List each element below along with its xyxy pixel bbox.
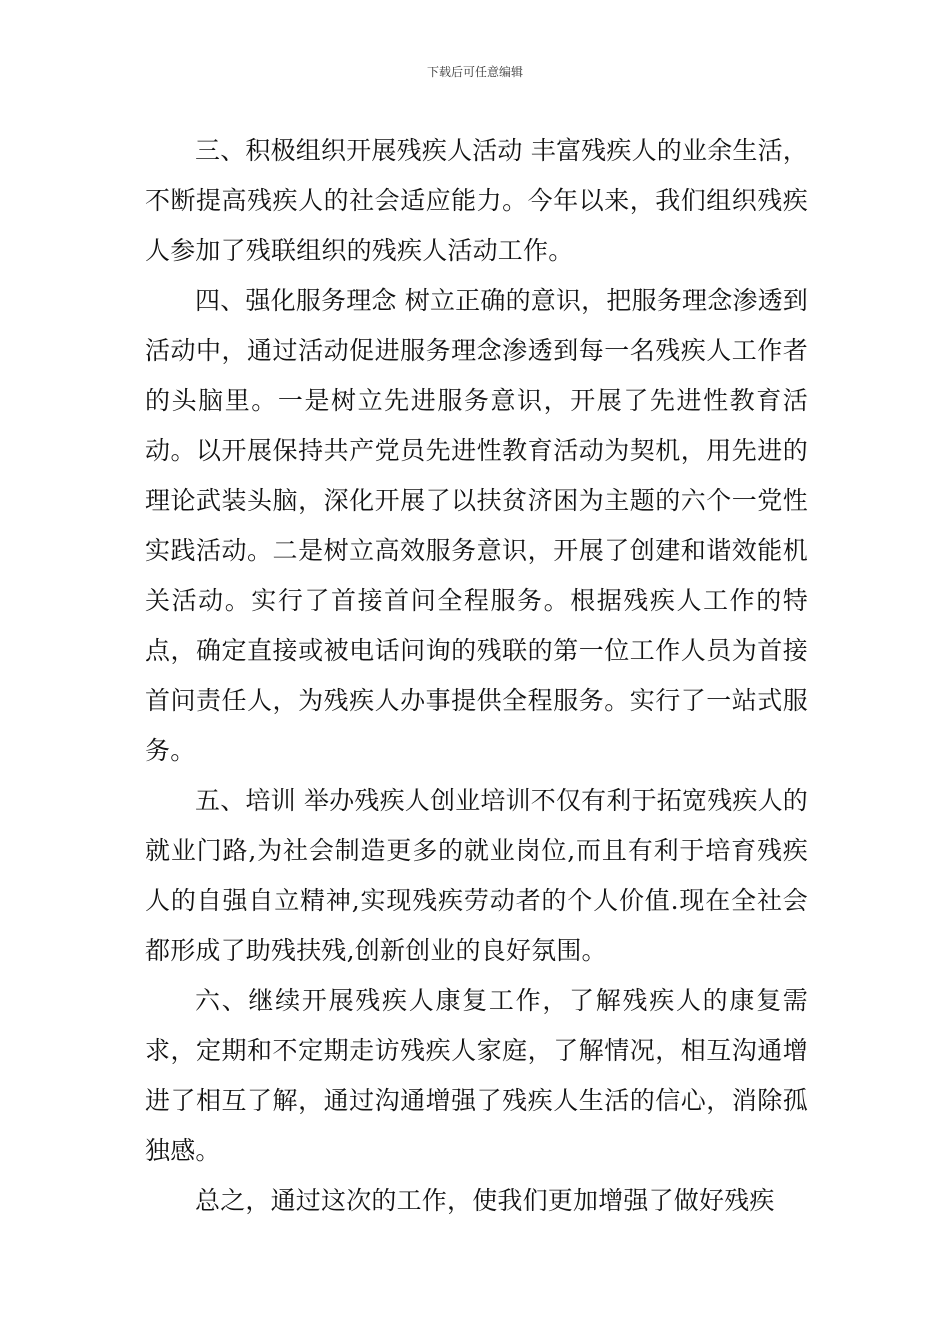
paragraph-training: 五、培训 举办残疾人创业培训不仅有利于拓宽残疾人的就业门路,为社会制造更多的就业岗位,而且有利于培育残疾人的自强自立精神,实现残疾劳动者的个人价值.现在全社会都形成了助残扶残,创新创业的良好氛围。 [145,786,808,965]
paragraph-activities: 三、积极组织开展残疾人活动 丰富残疾人的业余生活，不断提高残疾人的社会适应能力。今年以来，我们组织残疾人参加了残联组织的残疾人活动工作。 [145,136,808,265]
paragraph-summary: 总之，通过这次的工作，使我们更加增强了做好残疾 [195,1186,775,1215]
paragraph-service-concept: 四、强化服务理念 树立正确的意识，把服务理念渗透到活动中，通过活动促进服务理念渗透到每一名残疾人工作者的头脑里。一是树立先进服务意识，开展了先进性教育活动。以开展保持共产党员先进性教育活动为契机，用先进的理论武装头脑，深化开展了以扶贫济困为主题的六个一党性实践活动。二是树立高效服务意识，开展了创建和谐效能机关活动。实行了首接首问全程服务。根据残疾人工作的特点，确定直接或被电话问询的残联的第一位工作人员为首接首问责任人，为残疾人办事提供全程服务。实行了一站式服务。 [145,286,808,765]
paragraph-rehabilitation: 六、继续开展残疾人康复工作，了解残疾人的康复需求，定期和不定期走访残疾人家庭，了解情况，相互沟通增进了相互了解，通过沟通增强了残疾人生活的信心，消除孤独感。 [145,986,808,1165]
page-header: 下载后可任意编辑 [426,65,523,79]
document-body [145,126,808,1226]
